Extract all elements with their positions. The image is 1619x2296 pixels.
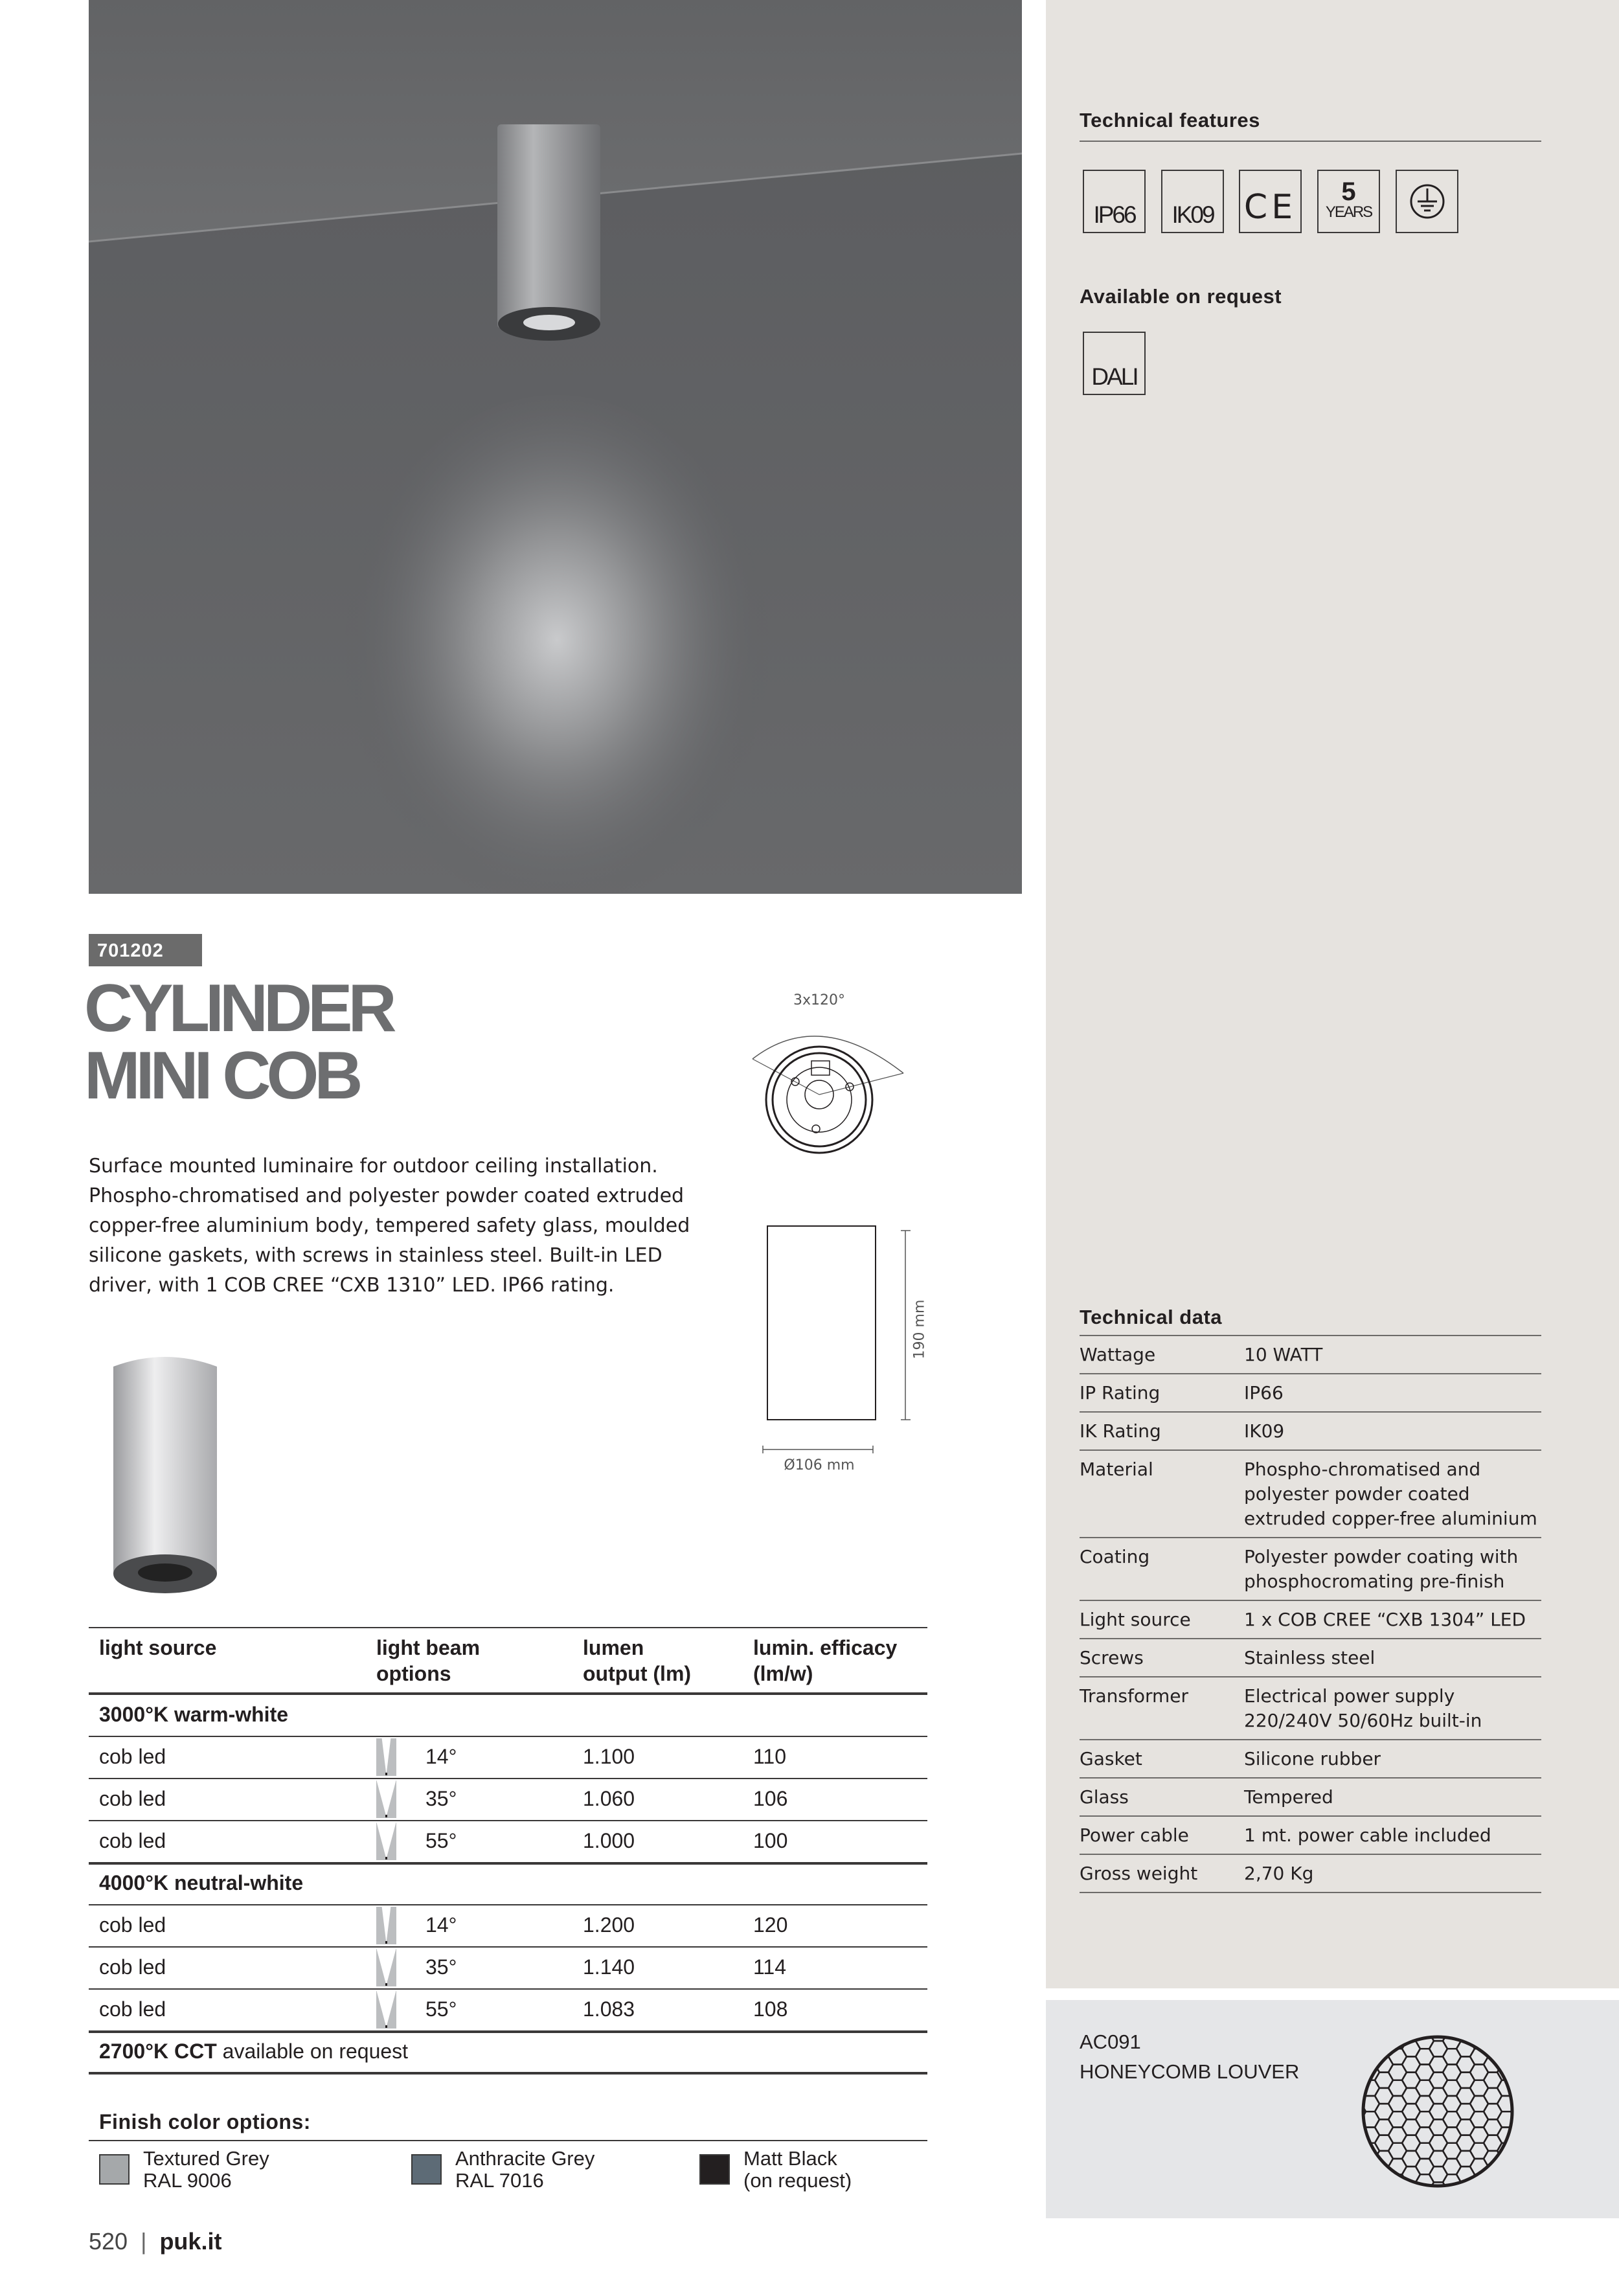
honeycomb-cell [1361,2190,1379,2193]
side-view-drawing [758,1218,926,1477]
table-row [89,1820,927,1862]
tech-data-value: 10 WATT [1244,1344,1323,1365]
tech-data-label: Material [1080,1459,1153,1480]
light-source-cell: cob led [99,1997,166,2021]
honeycomb-cell [1357,2041,1366,2056]
honeycomb-cell [1497,2033,1515,2049]
light-source-cell: cob led [99,1913,166,1937]
efficacy-cell: 108 [753,1997,788,2021]
column-header: light source [99,1636,217,1659]
efficacy-cell: 120 [753,1913,788,1937]
beam-angle-icon [376,1949,396,1986]
light-source-cell: cob led [99,1745,166,1768]
footer-separator: | [141,2228,147,2255]
warranty-years-number: 5 [1341,177,1356,206]
beam-angle-cell: 35° [425,1955,457,1979]
finish-heading: Finish color options: [99,2110,311,2133]
honeycomb-cell [1511,2151,1519,2166]
warranty-years-label: YEARS [1325,203,1372,221]
tech-data-row [1080,1740,1541,1779]
tech-data-value: IP66 [1244,1382,1284,1404]
divider [89,2140,927,2141]
honeycomb-cell [1375,2182,1393,2192]
technical-features-heading: Technical features [1080,109,1260,131]
ip66-icon: IP66 [1083,170,1146,233]
table-row [89,1988,927,2030]
efficacy-cell: 110 [753,1745,787,1768]
table-row [89,1736,927,1778]
honeycomb-cell [1357,2056,1366,2072]
table-rule [89,1627,927,1628]
tech-data-value: IK09 [1244,1420,1285,1442]
tech-data-row [1080,1855,1541,1893]
ik09-icon: IK09 [1161,170,1224,233]
column-header: lumin. efficacy [753,1636,898,1659]
available-on-request-heading: Available on request [1080,285,1282,308]
honeycomb-cell [1497,2030,1515,2033]
tech-data-row [1080,1451,1541,1538]
technical-data-table [1080,1335,1541,1893]
title-line-2: MINI COB [84,1038,359,1113]
cct-note-text: available on request [216,2040,409,2063]
beam-angle-icon [376,1738,396,1776]
lumen-cell: 1.000 [583,1829,635,1852]
tech-data-label: IK Rating [1080,1420,1161,1442]
tech-data-row [1080,1601,1541,1639]
cct-note [99,2040,408,2063]
tech-data-row [1080,1374,1541,1413]
cct-note-bold: 2700°K CCT [99,2040,217,2063]
column-header: lumen [583,1636,644,1659]
tech-data-label: Power cable [1080,1824,1189,1846]
honeycomb-cell [1443,2190,1461,2193]
technical-data-heading: Technical data [1080,1306,1223,1328]
lumen-cell: 1.100 [583,1745,635,1768]
honeycomb-cell [1357,2135,1366,2151]
honeycomb-cell [1511,2030,1519,2041]
height-label: 190 mm [911,1299,928,1359]
honeycomb-cell [1361,2159,1379,2174]
honeycomb-cell [1416,2190,1434,2193]
honeycomb-cell [1511,2073,1519,2088]
honeycomb-cell [1388,2030,1407,2033]
honeycomb-cell [1511,2182,1519,2192]
color-swatch [411,2154,442,2185]
product-code: 701202 [89,934,202,966]
honeycomb-cell [1497,2174,1515,2190]
accessory-info [1080,2027,1299,2087]
tech-data-value: Stainless steel [1244,1647,1376,1668]
tech-data-value: Polyester powder coating with phosphocromating pre-finish [1244,1546,1519,1592]
tech-data-value: 1 mt. power cable included [1244,1824,1491,1846]
beam-angle-icon [376,1991,396,2029]
honeycomb-cell [1357,2151,1366,2166]
beam-angle-cell: 14° [425,1913,457,1937]
honeycomb-cell [1484,2030,1502,2041]
table-rule [89,1862,927,1865]
footer [89,2228,221,2255]
light-source-cell: cob led [99,1787,166,1810]
color-label [143,2148,269,2192]
tech-data-row [1080,1677,1541,1740]
color-code: RAL 7016 [455,2169,544,2192]
tech-data-row [1080,1538,1541,1601]
honeycomb-cell [1375,2030,1393,2041]
honeycomb-cell [1361,2033,1379,2049]
tech-data-label: IP Rating [1080,1382,1160,1404]
group-heading: 3000°K warm-white [99,1703,289,1726]
tech-data-value: Tempered [1244,1786,1333,1808]
page-number: 520 [89,2228,128,2255]
product-description: Surface mounted luminaire for outdoor ceiling installation. Phospho-chromatised and polyester powder coated extruded copper-free aluminium body, tempered safety glass, moulded silicone gaskets, with screws in stainless steel. Built-in LED driver, with 1 COB CREE “CXB 1310” LED. IP66 rating. [89,1155,690,1297]
lumen-cell: 1.083 [583,1997,635,2021]
efficacy-cell: 100 [753,1829,788,1852]
color-label [455,2148,594,2192]
color-name: Textured Grey [143,2147,269,2170]
lumen-cell: 1.200 [583,1913,635,1937]
table-rule [89,1692,927,1695]
color-code: (on request) [743,2169,852,2192]
tech-data-label: Light source [1080,1609,1191,1630]
honeycomb-cell [1361,2049,1379,2064]
beam-angle-cell: 14° [425,1745,457,1768]
column-header: (lm/w) [753,1662,813,1685]
tech-data-label: Gross weight [1080,1863,1198,1884]
honeycomb-louver-icon [1357,2030,1519,2192]
honeycomb-cell [1511,2041,1519,2056]
lumen-cell: 1.060 [583,1787,635,1810]
color-code: RAL 9006 [143,2169,232,2192]
warranty-5-years-icon [1317,170,1380,233]
honeycomb-cell [1361,2030,1379,2033]
efficacy-cell: 114 [753,1955,787,1979]
table-row [89,1946,927,1988]
light-source-cell: cob led [99,1955,166,1979]
product-thumbnail [97,1354,233,1606]
honeycomb-cell [1357,2182,1366,2192]
tech-data-value: Electrical power supply 220/240V 50/60Hz built-in [1244,1685,1482,1731]
beam-angle-icon [376,1823,396,1860]
honeycomb-cell [1511,2056,1519,2072]
accessory-name: HONEYCOMB LOUVER [1080,2060,1300,2083]
beam-angle-cell: 55° [425,1997,457,2021]
angle-label: 3x120° [793,992,845,1008]
tech-data-label: Glass [1080,1786,1129,1808]
beam-angle-cell: 55° [425,1829,457,1852]
honeycomb-grid [1357,2030,1519,2192]
color-swatch [99,2154,130,2185]
color-name: Anthracite Grey [455,2147,595,2170]
honeycomb-cell [1357,2166,1366,2182]
dali-icon: DALI [1083,332,1146,395]
beam-angle-icon [376,1780,396,1818]
color-label [743,2148,852,2192]
tech-data-row [1080,1639,1541,1677]
table-row [89,1904,927,1946]
honeycomb-cell [1470,2190,1488,2193]
accessory-code: AC091 [1080,2030,1141,2053]
tech-data-label: Gasket [1080,1748,1142,1769]
louver-rim [1363,2037,1512,2186]
honeycomb-cell [1497,2190,1515,2193]
beam-angle-cell: 35° [425,1787,457,1810]
tech-data-label: Screws [1080,1647,1144,1668]
honeycomb-cell [1497,2159,1515,2174]
table-rule [89,2030,927,2033]
divider [1080,141,1541,142]
website-link[interactable]: puk.it [159,2228,222,2255]
light-source-cell: cob led [99,1829,166,1852]
column-header: output (lm) [583,1662,692,1685]
tech-data-label: Transformer [1080,1685,1189,1707]
tech-data-value: 2,70 Kg [1244,1863,1314,1884]
honeycomb-cell [1443,2030,1461,2033]
table-row [89,1778,927,1820]
tech-data-row [1080,1779,1541,1817]
honeycomb-cell [1388,2190,1407,2193]
color-name: Matt Black [743,2147,837,2170]
honeycomb-cell [1497,2049,1515,2064]
efficacy-cell: 106 [753,1787,788,1810]
table-rule [89,2072,927,2074]
honeycomb-cell [1361,2174,1379,2190]
tech-data-row [1080,1413,1541,1451]
honeycomb-cell [1511,2166,1519,2182]
column-header: options [376,1662,451,1685]
color-swatch [699,2154,730,2185]
tech-data-value: Silicone rubber [1244,1748,1381,1769]
honeycomb-cell [1416,2030,1434,2033]
honeycomb-cell [1357,2073,1366,2088]
group-heading: 4000°K neutral-white [99,1871,304,1894]
honeycomb-cell [1357,2030,1366,2041]
beam-angle-icon [376,1907,396,1944]
diameter-label: Ø106 mm [784,1457,855,1473]
product-photo [89,0,1022,894]
honeycomb-cell [1484,2182,1502,2192]
ce-mark-icon: CE [1239,170,1302,233]
lumen-cell: 1.140 [583,1955,635,1979]
title-line-1: CYLINDER [84,971,392,1046]
tech-data-label: Coating [1080,1546,1150,1567]
honeycomb-cell [1511,2135,1519,2151]
tech-data-value: 1 x COB CREE “CXB 1304” LED [1244,1609,1526,1630]
tech-data-label: Wattage [1080,1344,1156,1365]
product-title [84,971,392,1113]
tech-data-row [1080,1817,1541,1855]
tech-data-value: Phospho-chromatised and polyester powder coated extruded copper-free aluminium [1244,1459,1537,1529]
column-header: light beam [376,1636,481,1659]
top-view-drawing [745,1014,920,1163]
honeycomb-cell [1470,2030,1488,2033]
earth-ground-icon [1396,170,1458,233]
tech-data-row [1080,1336,1541,1374]
